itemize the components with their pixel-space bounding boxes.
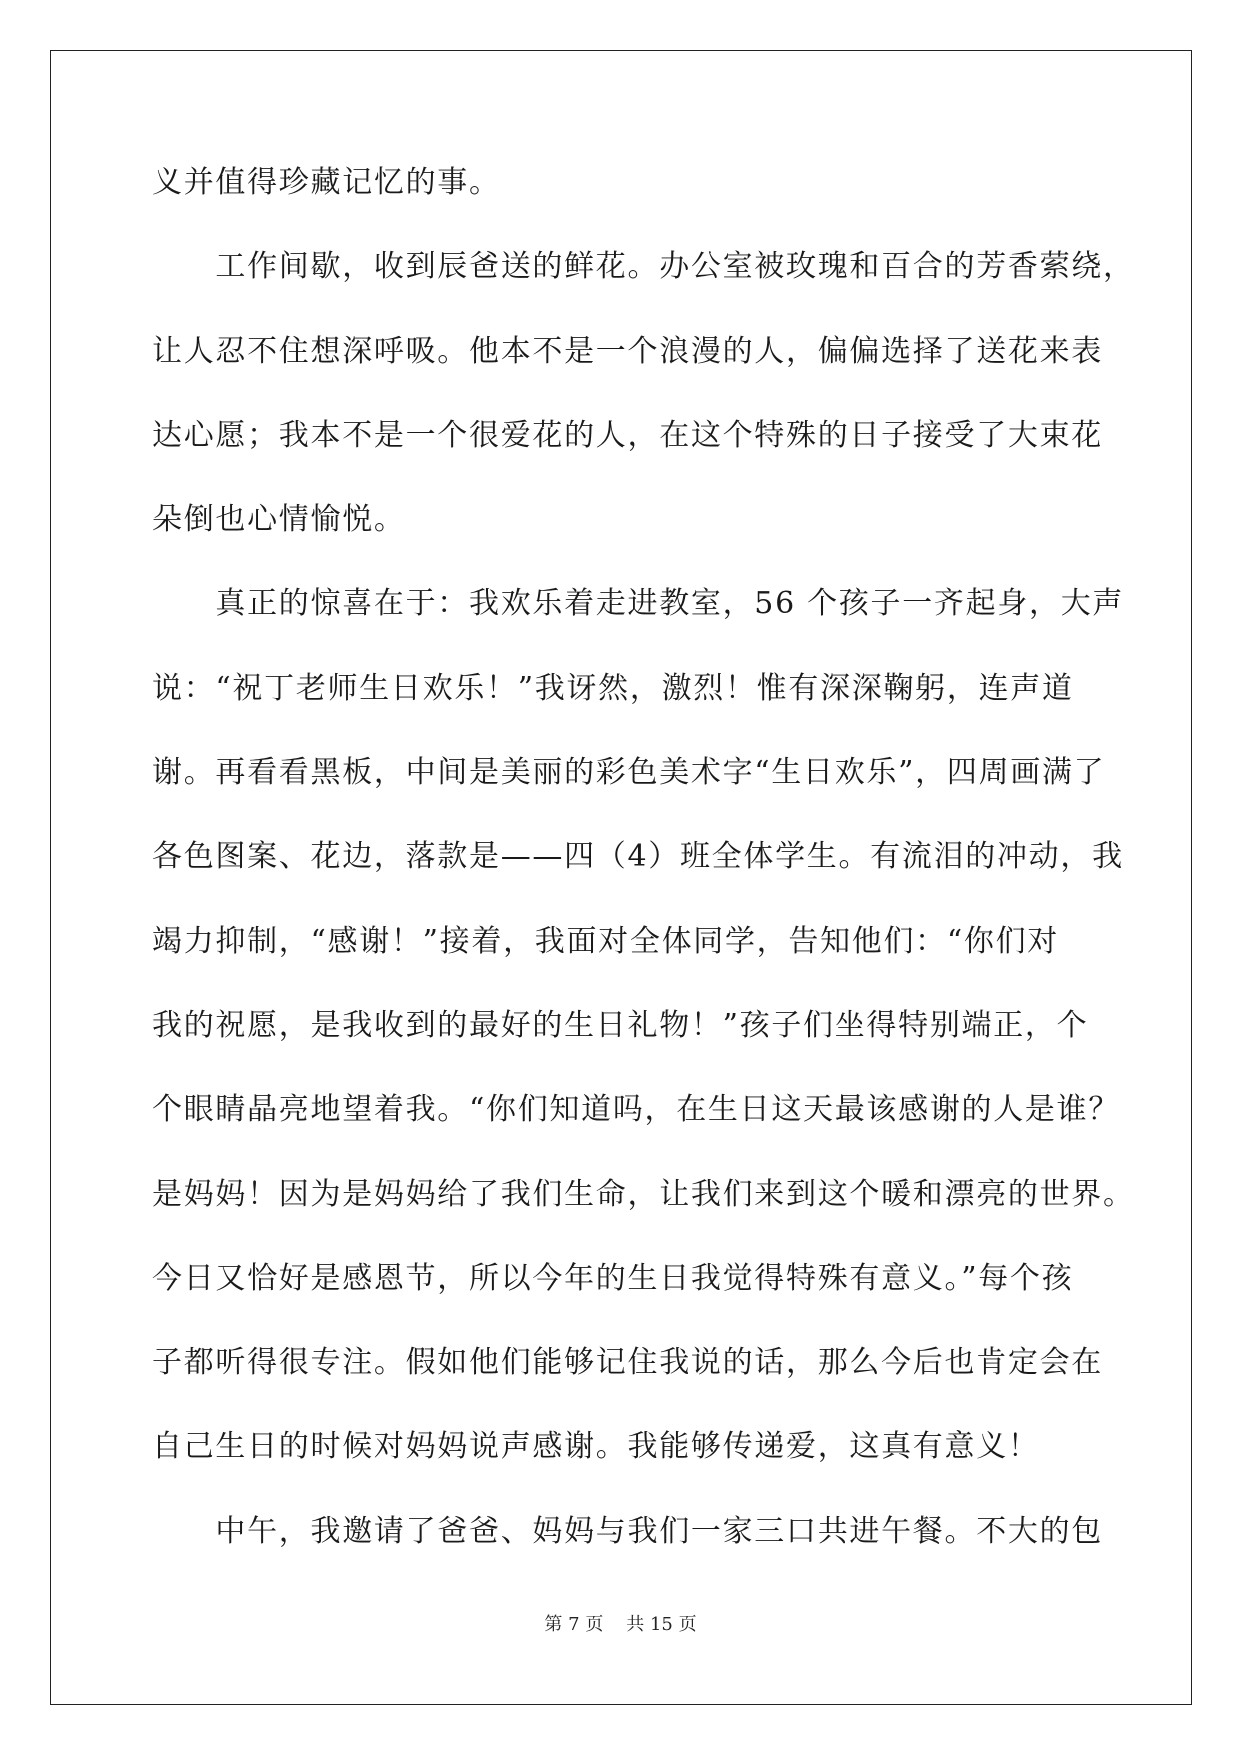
text-line: 让人忍不住想深呼吸。他本不是一个浪漫的人，偏偏选择了送花来表 xyxy=(152,333,1103,369)
text-line: 朵倒也心情愉悦。 xyxy=(152,502,406,538)
page-total: 共 15 页 xyxy=(626,1614,697,1635)
text-line: 中午，我邀请了爸爸、妈妈与我们一家三口共进午餐。不大的包 xyxy=(152,1513,1103,1549)
page-number: 第 7 页 xyxy=(544,1614,604,1635)
text-line: 竭力抑制，“感谢！”接着，我面对全体同学，告知他们：“你们对 xyxy=(152,923,1060,959)
text-line: 各色图案、花边，落款是——四（4）班全体学生。有流泪的冲动，我 xyxy=(152,839,1124,875)
text-line: 谢。再看看黑板，中间是美丽的彩色美术字“生日欢乐”，四周画满了 xyxy=(152,755,1106,791)
text-line: 子都听得很专注。假如他们能够记住我说的话，那么今后也肯定会在 xyxy=(152,1345,1103,1381)
text-line: 是妈妈！因为是妈妈给了我们生命，让我们来到这个暖和漂亮的世界。 xyxy=(152,1176,1135,1212)
text-line: 工作间歇，收到辰爸送的鲜花。办公室被玫瑰和百合的芳香萦绕， xyxy=(152,249,1135,285)
text-line: 真正的惊喜在于：我欢乐着走进教室，56 个孩子一齐起身，大声 xyxy=(152,586,1125,622)
text-line: 自己生日的时候对妈妈说声感谢。我能够传递爱，这真有意义！ xyxy=(152,1429,1040,1465)
text-line: 我的祝愿，是我收到的最好的生日礼物！”孩子们坐得特别端正，个 xyxy=(152,1007,1089,1043)
document-body xyxy=(152,158,1135,1591)
text-line: 个眼睛晶亮地望着我。“你们知道吗，在生日这天最该感谢的人是谁？ xyxy=(152,1092,1121,1128)
text-line: 义并值得珍藏记忆的事。 xyxy=(152,165,501,200)
page-footer xyxy=(0,1610,1241,1636)
text-line: 说：“祝丁老师生日欢乐！”我讶然，激烈！惟有深深鞠躬，连声道 xyxy=(152,670,1074,706)
text-line: 达心愿；我本不是一个很爱花的人，在这个特殊的日子接受了大束花 xyxy=(152,417,1103,453)
text-line: 今日又恰好是感恩节，所以今年的生日我觉得特殊有意义。”每个孩 xyxy=(152,1260,1074,1296)
